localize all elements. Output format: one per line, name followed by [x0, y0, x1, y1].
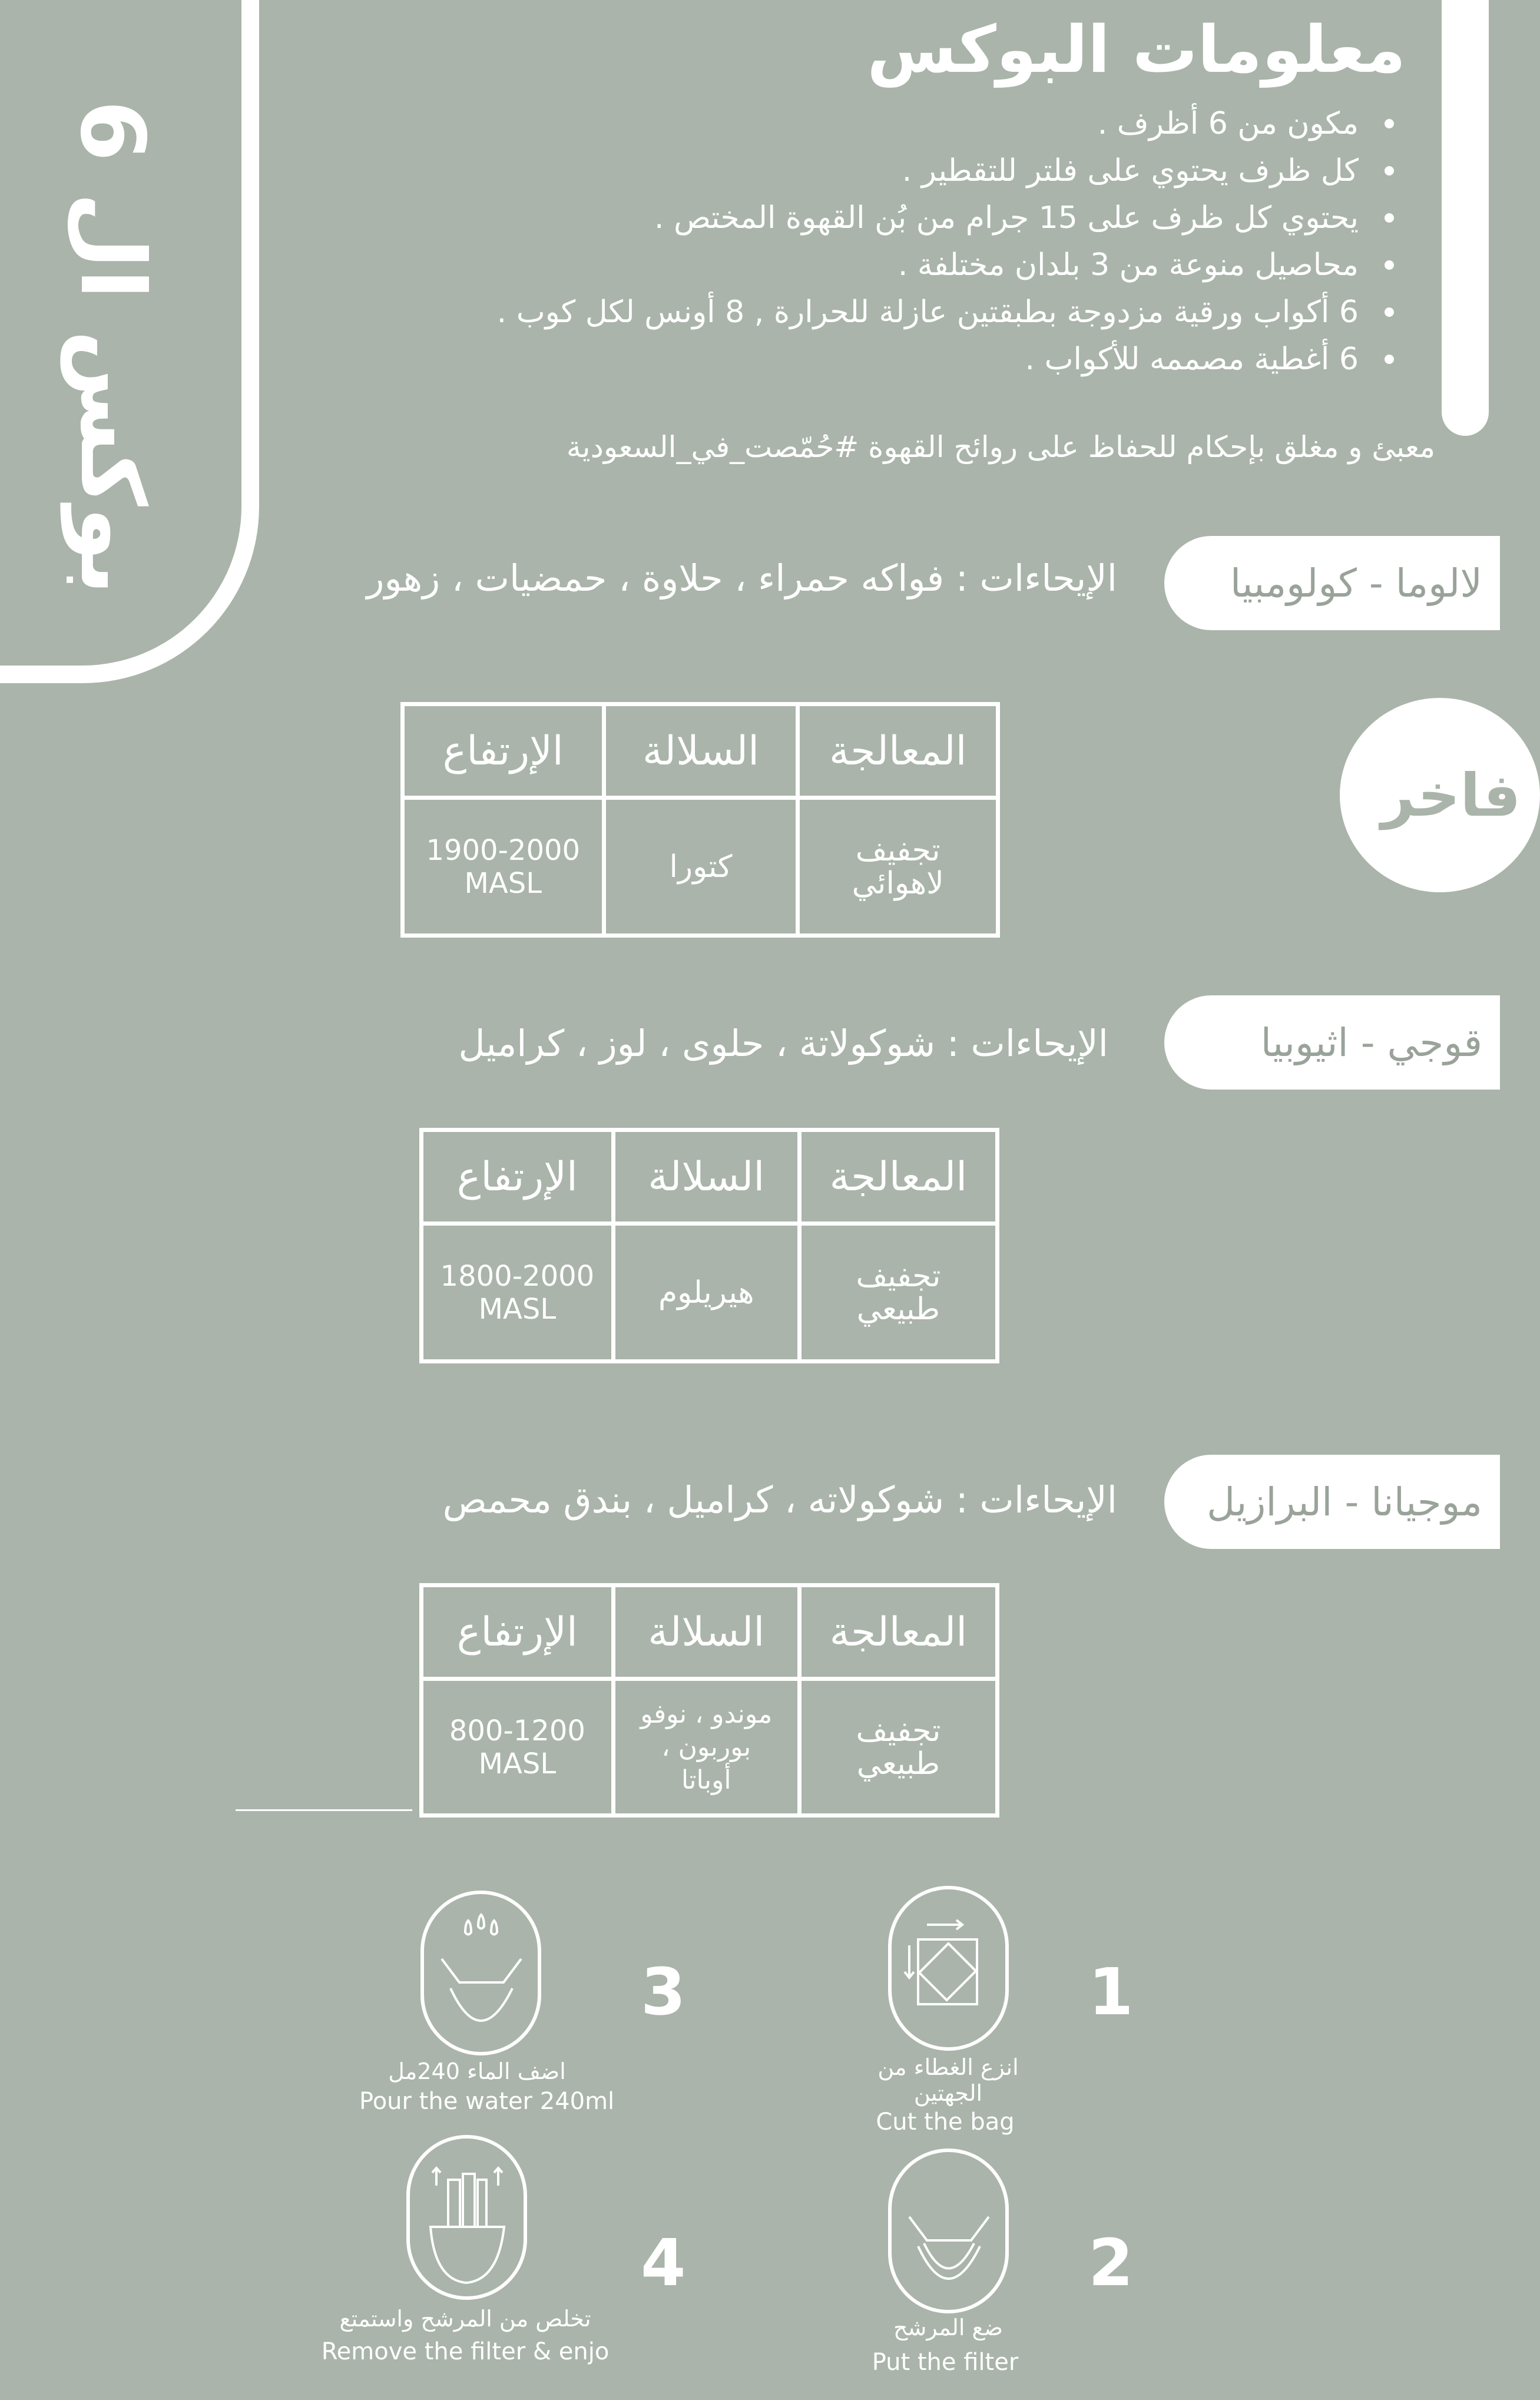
- box-name-vertical: بوكس ال 6: [61, 100, 163, 595]
- step-number: 2: [1088, 2225, 1134, 2300]
- step-caption-ar: انزع الغطاء من الجهتين: [877, 2054, 1019, 2106]
- header-processing: المعالجة: [799, 1585, 997, 1679]
- cell-processing: تجفيف طبيعي: [799, 1224, 997, 1362]
- header-altitude: الإرتفاع: [422, 1585, 614, 1679]
- list-item: مكون من 6 أظرف .: [393, 100, 1394, 147]
- cell-variety: هيريلوم: [613, 1224, 799, 1362]
- list-item: كل ظرف يحتوي على فلتر للتقطير .: [393, 147, 1394, 194]
- cell-processing: تجفيف طبيعي: [799, 1679, 997, 1816]
- cell-altitude: 1900-2000 MASL: [403, 798, 604, 936]
- box-info-list: [393, 100, 1394, 383]
- cell-altitude: 800-1200 MASL: [422, 1679, 614, 1816]
- spec-table: [419, 1583, 999, 1818]
- tasting-notes: الإيحاءات : شوكولاته ، كراميل ، بندق محمص: [442, 1478, 1117, 1521]
- step-number: 4: [641, 2225, 686, 2300]
- spec-table: [400, 702, 1000, 938]
- list-item: محاصيل منوعة من 3 بلدان مختلفة .: [393, 241, 1394, 289]
- water-drops-icon: [420, 1891, 541, 2055]
- step-number: 3: [641, 1954, 686, 2030]
- step-caption-ar: ضع المرشح: [893, 2315, 1003, 2341]
- step-caption-ar: تخلص من المرشح واستمتع: [339, 2306, 591, 2332]
- origin-tag-brazil: موجيانا - البرازيل: [1164, 1455, 1500, 1549]
- remove-filter-icon: [406, 2135, 527, 2300]
- header-altitude: الإرتفاع: [403, 704, 604, 798]
- step-caption-en: Pour the water 240ml: [359, 2088, 615, 2115]
- list-item: 6 أغطية مصممه للأكواب .: [393, 336, 1394, 383]
- header-variety: السلالة: [613, 1585, 799, 1679]
- header-altitude: الإرتفاع: [422, 1130, 614, 1224]
- filter-cup-icon: [888, 2149, 1009, 2313]
- list-item: 6 أكواب ورقية مزدوجة بطبقتين عازلة للحرارة , 8 أونس لكل كوب .: [393, 289, 1394, 336]
- cell-variety: كتورا: [604, 798, 798, 936]
- step-caption-en: Remove the filter & enjo: [321, 2338, 610, 2365]
- cell-variety: موندو ، نوفو بوربون ، أوباتا: [613, 1679, 799, 1816]
- header-variety: السلالة: [604, 704, 798, 798]
- header-processing: المعالجة: [798, 704, 998, 798]
- box-info-title: معلومات البوكس: [867, 12, 1406, 87]
- premium-badge: فاخر: [1340, 698, 1540, 892]
- packing-note: معبئ و مغلق بإحكام للحفاظ على روائح القهوة #حُمّصت_في_السعودية: [566, 430, 1435, 464]
- tasting-notes: الإيحاءات : شوكولاتة ، حلوى ، لوز ، كراميل: [458, 1022, 1108, 1065]
- list-item: يحتوي كل ظرف على 15 جرام من بُن القهوة المختص .: [393, 194, 1394, 241]
- header-processing: المعالجة: [799, 1130, 997, 1224]
- bag-icon: [888, 1886, 1009, 2051]
- origin-tag-colombia: لالوما - كولومبيا: [1164, 536, 1500, 630]
- step-number: 1: [1088, 1954, 1134, 2030]
- tasting-notes: الإيحاءات : فواكه حمراء ، حلاوة ، حمضيات ، زهور: [366, 557, 1117, 600]
- step-caption-ar: اضف الماء 240مل: [388, 2058, 566, 2084]
- cell-processing: تجفيف لاهوائي: [798, 798, 998, 936]
- spec-table: [419, 1128, 999, 1363]
- origin-tag-ethiopia: قوجي - اثيوبيا: [1164, 995, 1500, 1090]
- cell-altitude: 1800-2000 MASL: [422, 1224, 614, 1362]
- step-caption-en: Put the filter: [872, 2349, 1019, 2376]
- header-variety: السلالة: [613, 1130, 799, 1224]
- step-caption-en: Cut the bag: [876, 2108, 1015, 2136]
- divider: [236, 1809, 412, 1811]
- decorative-bar: [1442, 0, 1489, 436]
